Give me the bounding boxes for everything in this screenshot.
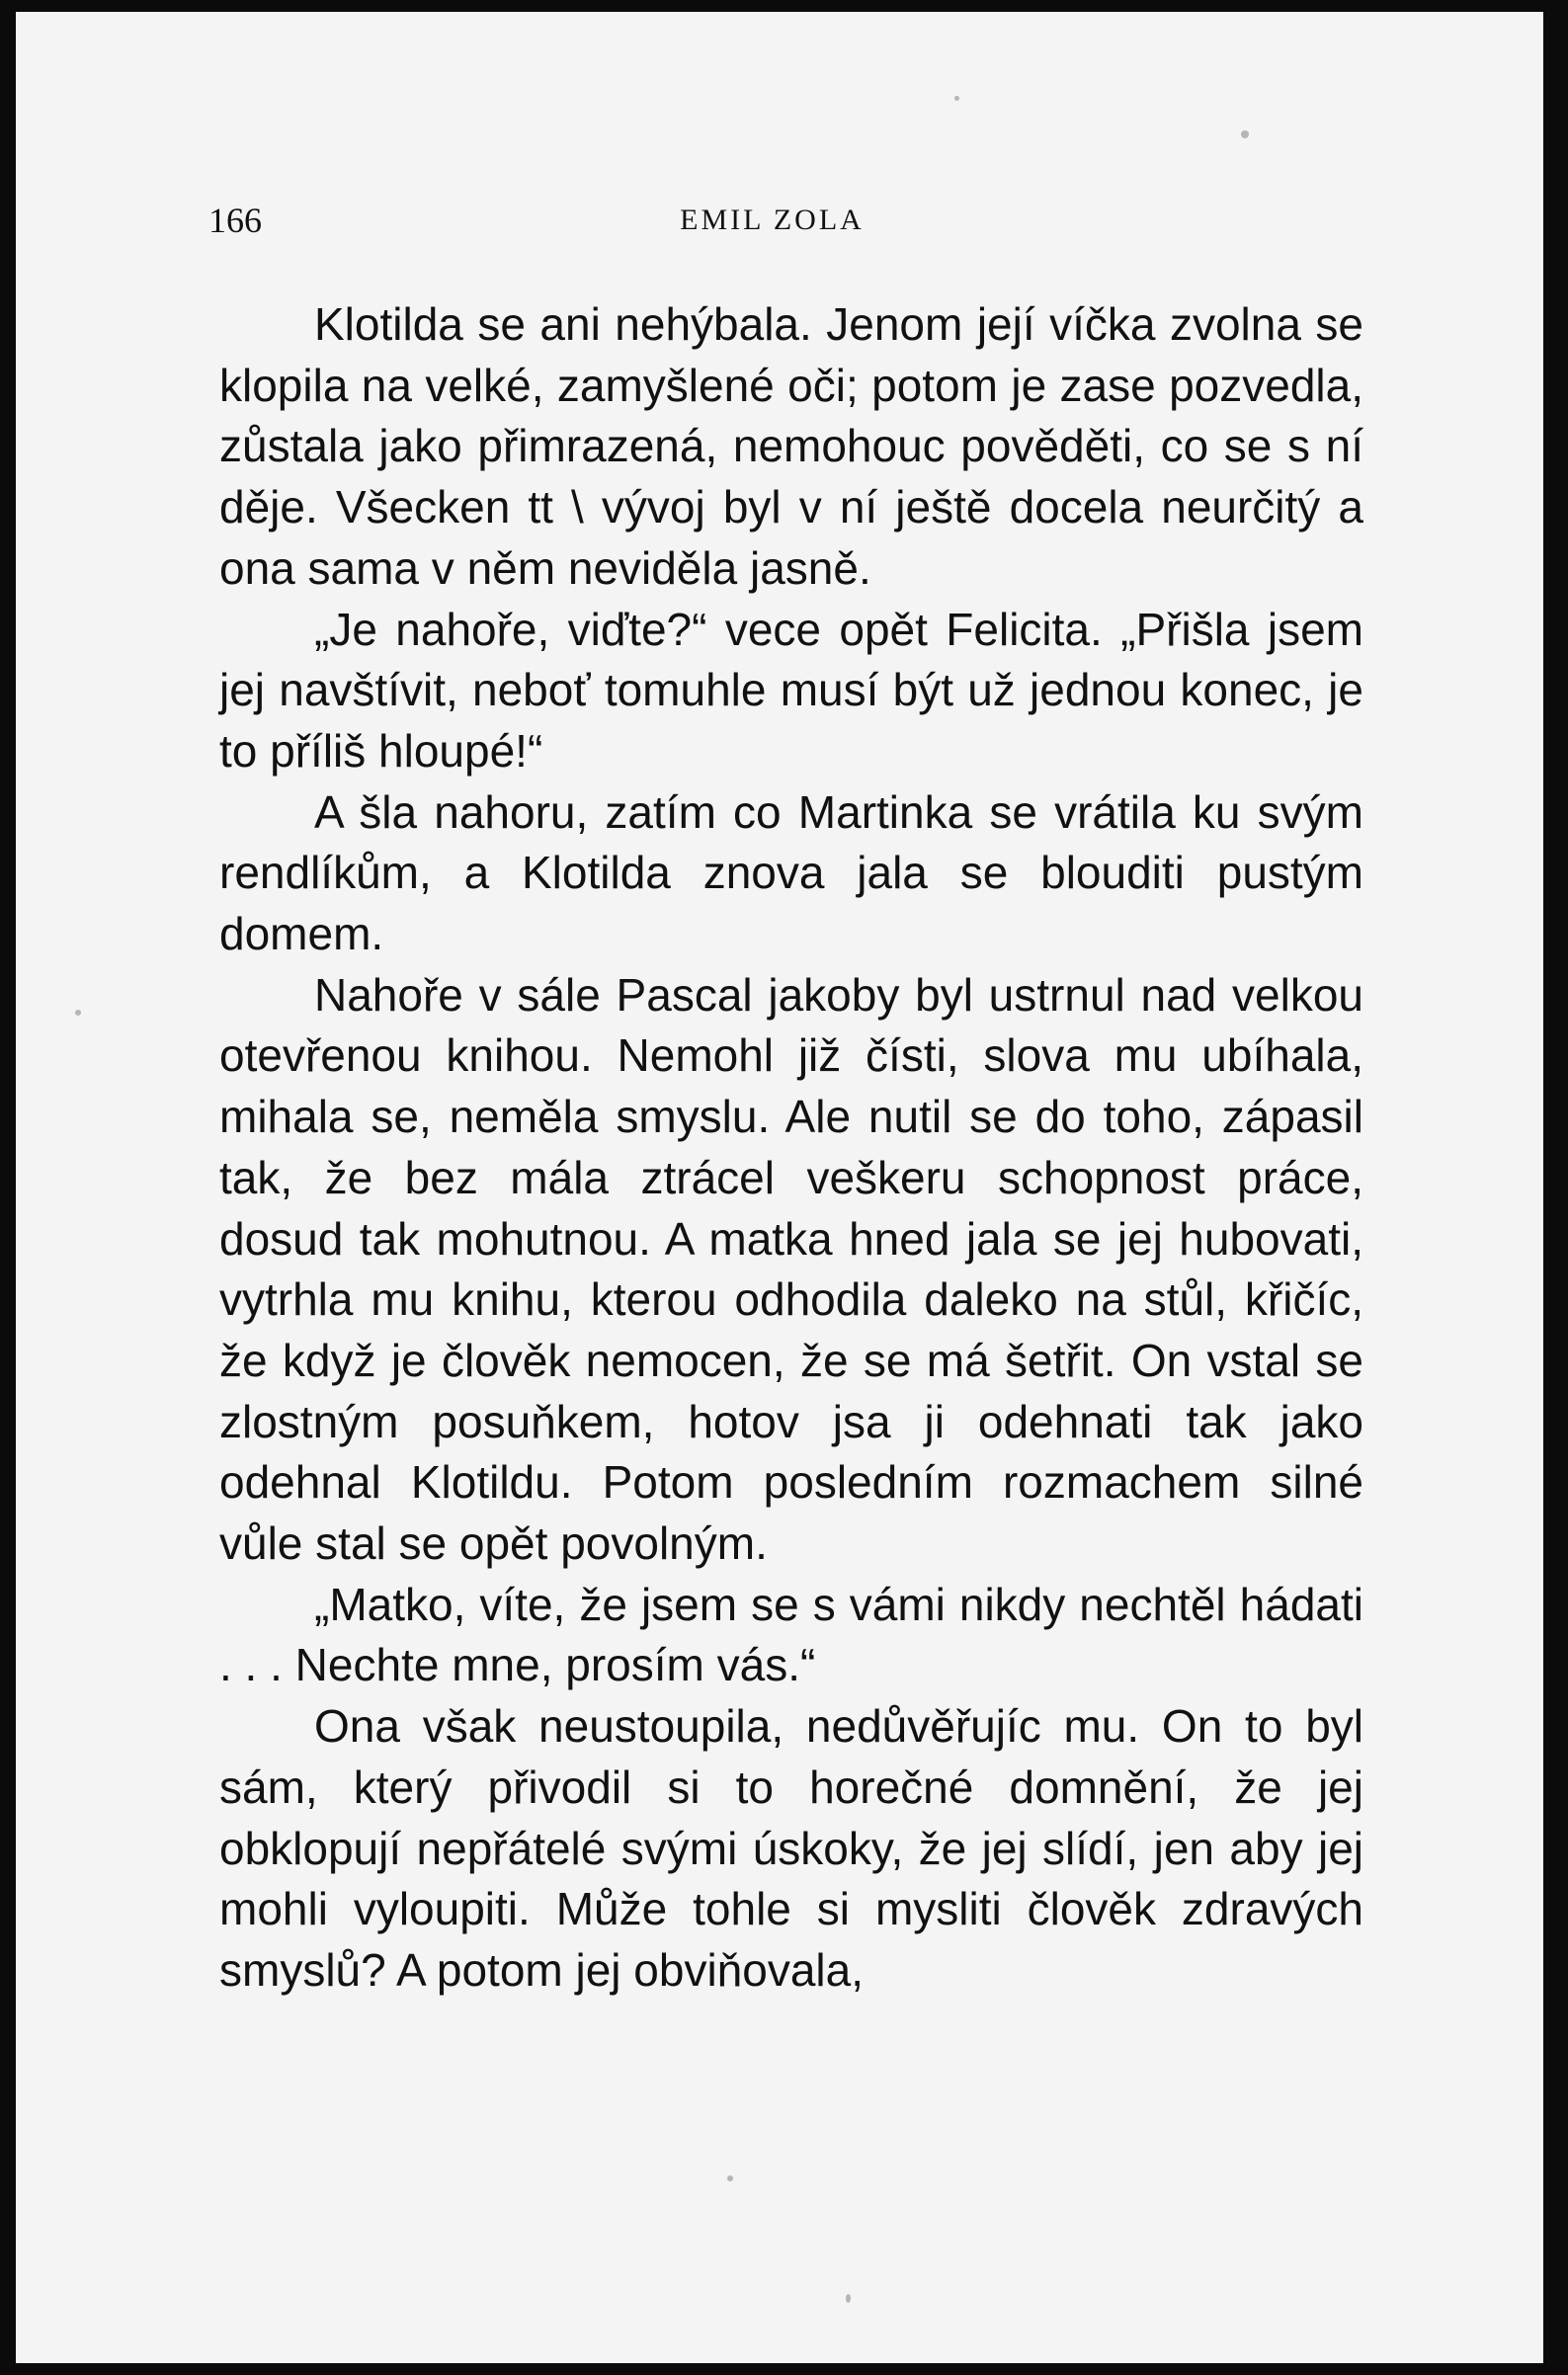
paper-speck (846, 2294, 851, 2303)
paragraph: Klotilda se ani nehýbala. Jenom její víčka zvolna se klopila na velké, zamyšlené oči; potom je zase pozvedla, zůstala jako přimrazená, nemohouc pověděti, co se s ní děje. Všecken tt \ vývoj byl v ní ještě docela neurčitý a ona sama v něm neviděla jasně. (219, 298, 1363, 594)
running-title: EMIL ZOLA (680, 204, 865, 236)
paragraph: „Matko, víte, že jsem se s vámi nikdy nechtěl hádati . . . Nechte mne, prosím vás.“ (219, 1578, 1363, 1691)
body-text (219, 294, 1363, 2002)
paper-speck (1241, 130, 1249, 138)
paper-speck (75, 1010, 81, 1016)
paragraph: „Je nahoře, viďte?“ vece opět Felicita. „Přišla jsem jej navštívit, neboť tomuhle musí být už jednou konec, je to příliš hloupé!“ (219, 603, 1363, 777)
book-page (16, 12, 1543, 2363)
page-number: 166 (208, 201, 262, 240)
paragraph: Nahoře v sále Pascal jakoby byl ustrnul nad velkou otevřenou knihou. Nemohl již čísti, slova mu ubíhala, mihala se, neměla smyslu. Ale nutil se do toho, zápasil tak, že bez mála ztrácel veškeru schopnost práce, dosud tak mohutnou. A matka hned jala se jej hubovati, vytrhla mu knihu, kterou odhodila daleko na stůl, křičíc, že když je člověk nemocen, že se má šetřit. On vstal se zlostným posuňkem, hotov jsa ji odehnati tak jako odehnal Klotildu. Potom posledním rozmachem silné vůle stal se opět povolným. (219, 968, 1363, 1570)
paragraph: A šla nahoru, zatím co Martinka se vrátila ku svým rendlíkům, a Klotilda znova jala se blouditi pustým domem. (219, 785, 1363, 960)
paper-speck (954, 96, 959, 101)
page-header (208, 200, 1336, 249)
paper-speck (727, 2175, 733, 2181)
paragraph: Ona však neustoupila, nedůvěřujíc mu. On to byl sám, který přivodil si to horečné domnění, že jej obklopují nepřátelé svými úskoky, že jej slídí, jen aby jej mohli vyloupiti. Může tohle si mysliti člověk zdravých smyslů? A potom jej obviňovala, (219, 1700, 1363, 1996)
